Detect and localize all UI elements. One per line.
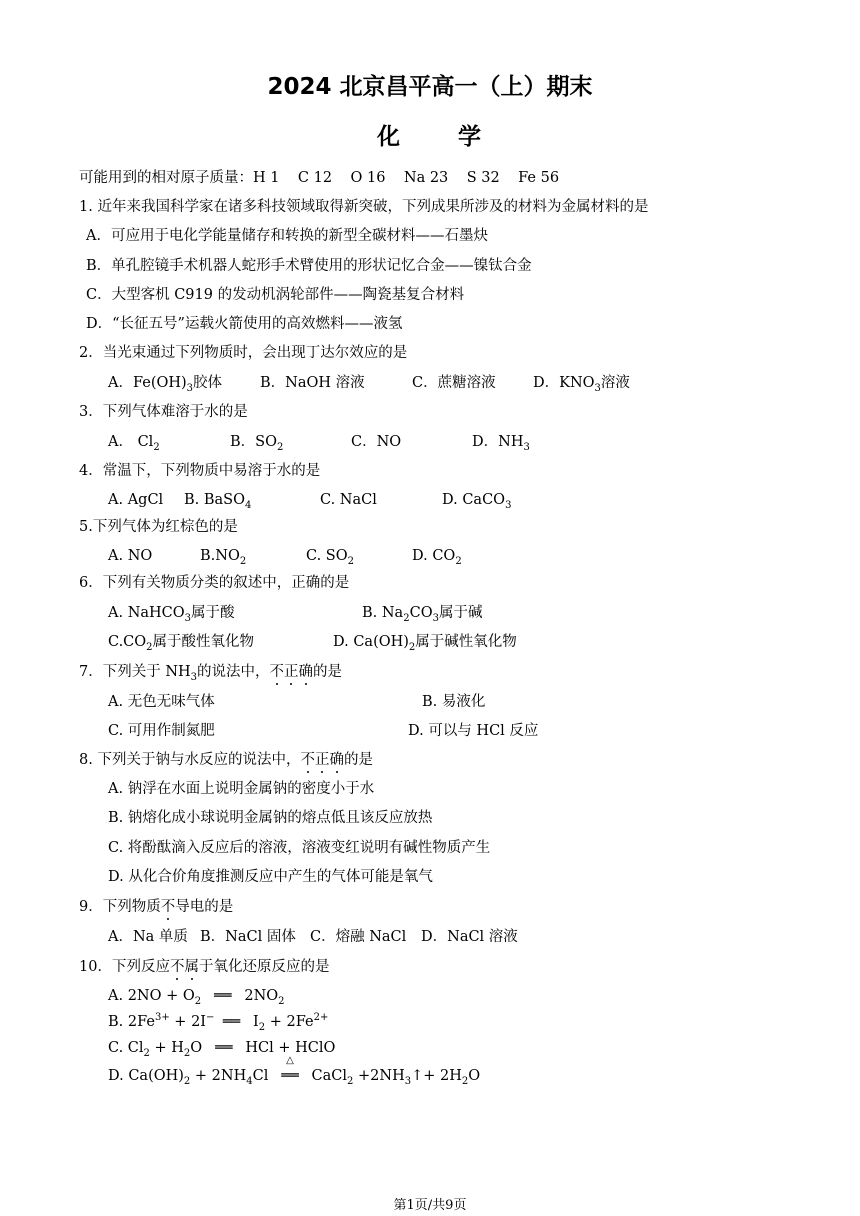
q3-option-c: C．NO (351, 434, 402, 450)
q5-option-d: D. $CO_2$ (412, 548, 462, 567)
q3-option-d: D．$NH_3$ (472, 434, 530, 453)
q6-stem: 6．下列有关物质分类的叙述中，正确的是 (79, 575, 350, 591)
q9-option-a: A．Na 单质 (108, 929, 188, 945)
q9-stem: 9．下列物质不导电的是 (79, 899, 234, 915)
q4-option-c: C. NaCl (320, 492, 377, 508)
q9-option-b: B．NaCl 固体 (200, 929, 296, 945)
q10-option-d: D. $Ca(OH)_2 + 2NH_4Cl$ △ ══ CaCl$_2$ $+2NH_3↑+ 2H_2O$ (108, 1055, 481, 1087)
subject-char-2: 学 (458, 124, 483, 150)
q8-option-c: C. 将酚酞滴入反应后的溶液，溶液变红说明有碱性物质产生 (108, 840, 491, 856)
q8-option-d: D. 从化合价角度推测反应中产生的气体可能是氧气 (108, 869, 433, 885)
q1-option-d: D．“长征五号”运载火箭使用的高效燃料——液氢 (86, 316, 403, 332)
q7-option-a: A. 无色无味气体 (108, 694, 215, 710)
q7-option-d: D. 可以与 HCl 反应 (408, 723, 539, 739)
q3-stem: 3．下列气体难溶于水的是 (79, 404, 248, 420)
q9-option-c: C．熔融 NaCl (310, 929, 407, 945)
q5-option-b: $B.NO_2$ (200, 548, 247, 567)
q1-option-c: C．大型客机 C919 的发动机涡轮部件——陶瓷基复合材料 (86, 287, 465, 303)
q10-option-c: C. $Cl_2 + H_2O$ ══ HCl + HClO (108, 1040, 336, 1059)
subject-char-1: 化 (377, 124, 402, 150)
q4-stem: 4．常温下，下列物质中易溶于水的是 (79, 463, 321, 479)
heating-triangle-icon: △ (286, 1055, 294, 1066)
q4-option-b: B. BaSO$_4$ (184, 492, 252, 511)
q8-option-a: A. 钠浮在水面上说明金属钠的密度小于水 (108, 781, 375, 797)
q1-stem: 1. 近年来我国科学家在诸多科技领域取得新突破，下列成果所涉及的材料为金属材料的是 (79, 199, 649, 215)
q6-option-a: A. NaHCO$_3$属于酸 (108, 605, 235, 624)
q2-option-a: A．$Fe(OH)_3$胶体 (108, 375, 223, 394)
q5-option-c: C. $SO_2$ (306, 548, 354, 567)
q10-stem: 10．下列反应不属于氧化还原反应的是 (79, 959, 330, 975)
q9-option-d: D．NaCl 溶液 (421, 929, 518, 945)
q3-option-a: A． $Cl_2$ (108, 434, 160, 453)
q8-option-b: B. 钠熔化成小球说明金属钠的熔点低且该反应放热 (108, 810, 433, 826)
q7-stem: 7．下列关于 $NH_3$的说法中，不正确的是 (79, 664, 343, 683)
q8-stem: 8. 下列关于钠与水反应的说法中，不正确的是 (79, 752, 373, 768)
q6-option-c: $C.CO_2$属于酸性氧化物 (108, 634, 255, 653)
q2-stem: 2．当光束通过下列物质时，会出现丁达尔效应的是 (79, 345, 408, 361)
q1-option-a: A．可应用于电化学能量储存和转换的新型全碳材料——石墨炔 (86, 228, 488, 244)
page-title: 2024 北京昌平高一（上）期末 (267, 74, 593, 100)
q1-option-b: B．单孔腔镜手术机器人蛇形手术臂使用的形状记忆合金——镍钛合金 (86, 258, 532, 274)
q6-option-d: D. $Ca(OH)_2$属于碱性氧化物 (333, 634, 517, 653)
q4-option-d: D. CaCO$_3$ (442, 492, 512, 511)
subject-title (0, 118, 860, 151)
q10-option-a: A. $2NO + O_2$ ══ $2NO_2$ (108, 988, 285, 1007)
q4-option-a: A. AgCl (108, 492, 164, 508)
page-footer: 第1页/共9页 (393, 1198, 467, 1213)
atomic-mass-note: 可能用到的相对原子质量：H 1 C 12 O 16 Na 23 S 32 Fe 56 (79, 170, 560, 186)
q6-option-b: B. $Na_2CO_3$属于碱 (362, 605, 483, 624)
q5-option-a: A. NO (108, 548, 153, 564)
q3-option-b: B．$SO_2$ (230, 434, 284, 453)
q2-option-b: B．NaOH 溶液 (260, 375, 365, 391)
q7-option-b: B. 易液化 (422, 694, 486, 710)
q10-option-b: B. $2Fe^{3+} + 2I^-$ ══ $I_2 + 2Fe^{2+}$ (108, 1012, 329, 1033)
q2-option-c: C．蔗糖溶液 (412, 375, 496, 391)
q2-option-d: D．$KNO_3$溶液 (533, 375, 630, 394)
q7-option-c: C. 可用作制氮肥 (108, 723, 215, 739)
q5-stem: 5.下列气体为红棕色的是 (79, 519, 238, 535)
